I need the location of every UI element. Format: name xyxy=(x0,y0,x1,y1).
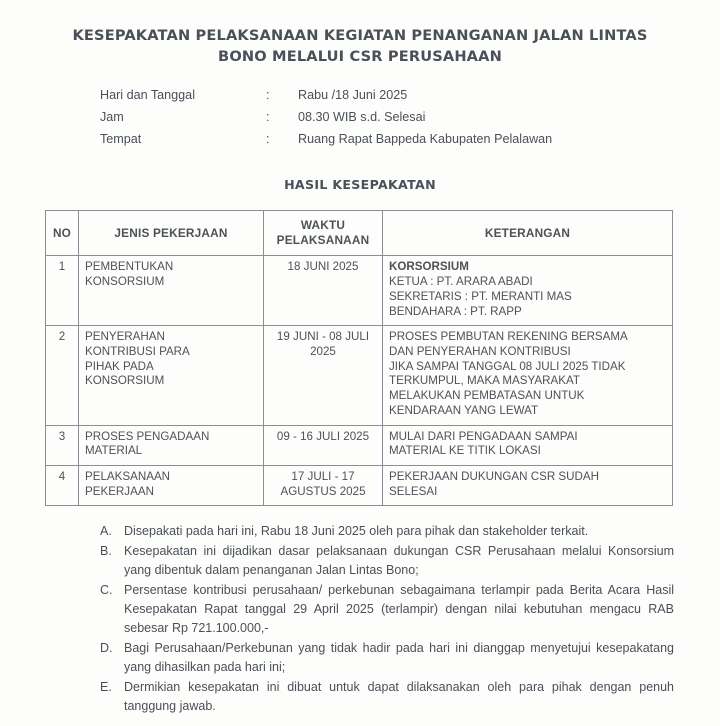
table-cell-description xyxy=(383,256,673,326)
meeting-detail-row xyxy=(100,89,720,111)
table-cell-time xyxy=(264,425,383,465)
table-cell-no: 1 xyxy=(46,256,79,326)
time-line: 09 - 16 JULI 2025 xyxy=(276,429,370,443)
table-cell-job xyxy=(79,466,264,506)
meeting-details xyxy=(0,89,720,155)
table-cell-description xyxy=(383,425,673,465)
table-row xyxy=(46,425,673,465)
job-line: PEKERJAAN xyxy=(85,484,154,498)
table-body xyxy=(46,256,673,506)
table-header-description: KETERANGAN xyxy=(383,211,673,256)
description-line: JIKA SAMPAI TANGGAL 08 JULI 2025 TIDAK xyxy=(389,359,626,373)
table-header-time xyxy=(264,211,383,256)
meeting-detail-colon: : xyxy=(266,110,270,125)
point-letter: B. xyxy=(100,544,112,559)
time-line: AGUSTUS 2025 xyxy=(280,484,366,498)
job-line: MATERIAL xyxy=(85,444,143,458)
agreement-table-container xyxy=(45,210,672,506)
table-cell-job xyxy=(79,425,264,465)
document-title-line-2: BONO MELALUI CSR PERUSAHAAN xyxy=(218,47,502,65)
description-line: DAN PENYERAHAN KONTRIBUSI xyxy=(389,344,571,358)
job-line: KONSORSIUM xyxy=(85,374,165,388)
table-row xyxy=(46,326,673,425)
table-cell-no: 2 xyxy=(46,326,79,425)
description-line: SELESAI xyxy=(389,484,438,498)
point-letter: E. xyxy=(100,680,112,695)
description-line: TERKUMPUL, MAKA MASYARAKAT xyxy=(389,374,580,388)
point-letter: A. xyxy=(100,524,112,539)
agreement-point xyxy=(100,522,674,541)
table-header-row xyxy=(46,211,673,256)
point-text: Bagi Perusahaan/Perkebunan yang tidak hadir pada hari ini dianggap menyetujui kesepakatang yang dihasilkan pada hari ini; xyxy=(124,641,674,675)
description-line: PEKERJAAN DUKUNGAN CSR SUDAH xyxy=(389,470,600,483)
description-line: KENDARAAN YANG LEWAT xyxy=(389,403,539,417)
point-letter: C. xyxy=(100,583,113,598)
time-line: 17 JULI - 17 xyxy=(291,470,355,483)
meeting-detail-value: Ruang Rapat Bappeda Kabupaten Pelalawan xyxy=(298,132,553,147)
table-header-job: JENIS PEKERJAAN xyxy=(79,211,264,256)
description-line: KETUA : PT. ARARA ABADI xyxy=(389,275,533,289)
description-line: PROSES PEMBUTAN REKENING BERSAMA xyxy=(389,330,628,344)
table-header-no: NO xyxy=(46,211,79,256)
meeting-detail-value: Rabu /18 Juni 2025 xyxy=(298,88,408,103)
point-letter: D. xyxy=(100,641,113,656)
table-cell-description xyxy=(383,326,673,425)
meeting-detail-row xyxy=(100,111,720,133)
description-line: MULAI DARI PENGADAAN SAMPAI xyxy=(389,429,578,443)
table-header xyxy=(46,211,673,256)
agreement-table xyxy=(45,210,673,506)
meeting-detail-row xyxy=(100,133,720,155)
job-line: PROSES PENGADAAN xyxy=(85,429,210,443)
time-line: 19 JUNI - 08 JULI xyxy=(276,330,370,344)
table-cell-time xyxy=(264,326,383,425)
table-header-time-line-1: WAKTU xyxy=(300,218,346,233)
description-line: MATERIAL KE TITIK LOKASI xyxy=(389,444,541,458)
job-line: KONSORSIUM xyxy=(85,275,165,289)
table-cell-job xyxy=(79,256,264,326)
table-cell-time xyxy=(264,256,383,326)
description-heading: KORSORSIUM xyxy=(389,260,469,274)
table-header-time-line-2: PELAKSANAAN xyxy=(276,233,370,248)
meeting-detail-label: Hari dan Tanggal xyxy=(100,88,195,103)
agreement-point xyxy=(100,639,674,677)
point-text: Disepakati pada hari ini, Rabu 18 Juni 2025 oleh para pihak dan stakeholder terkait. xyxy=(124,524,589,539)
agreement-point xyxy=(100,542,674,580)
point-text: Dermikian kesepakatan ini dibuat untuk dapat dilaksanakan oleh para pihak dengan penuh tanggung jawab. xyxy=(124,680,674,714)
meeting-detail-colon: : xyxy=(266,132,270,147)
agreement-points-list xyxy=(0,522,720,716)
time-line: 18 JUNI 2025 xyxy=(287,260,359,274)
table-cell-no: 3 xyxy=(46,425,79,465)
description-line: SEKRETARIS : PT. MERANTI MAS xyxy=(389,289,572,303)
meeting-detail-label: Jam xyxy=(100,110,124,125)
meeting-detail-value: 08.30 WIB s.d. Selesai xyxy=(298,110,426,125)
section-heading: HASIL KESEPAKATAN xyxy=(284,177,436,193)
table-cell-job xyxy=(79,326,264,425)
document-title xyxy=(0,0,720,67)
meeting-detail-label: Tempat xyxy=(100,132,142,147)
job-line: PEMBENTUKAN xyxy=(85,260,174,274)
time-line: 2025 xyxy=(310,344,336,358)
job-line: PELAKSANAAN xyxy=(85,470,171,483)
job-line: PIHAK PADA xyxy=(85,359,154,373)
table-cell-description xyxy=(383,466,673,506)
job-line: KONTRIBUSI PARA xyxy=(85,344,190,358)
description-line: BENDAHARA : PT. RAPP xyxy=(389,304,522,318)
table-row xyxy=(46,256,673,326)
table-row xyxy=(46,466,673,506)
document-title-line-1: KESEPAKATAN PELAKSANAAN KEGIATAN PENANGANAN JALAN LINTAS xyxy=(72,27,648,44)
agreement-point xyxy=(100,581,674,638)
job-line: PENYERAHAN xyxy=(85,330,165,344)
description-line: MELAKUKAN PEMBATASAN UNTUK xyxy=(389,389,585,403)
point-text: Persentase kontribusi perusahaan/ perkebunan sebagaimana terlampir pada Berita Acara Hasil Kesepakatan Rapat tanggal 29 April 2025 (terlampir) dengan nilai kebutuhan mengacu RAB sebesar Rp 721.100.000,- xyxy=(124,583,674,636)
point-text: Kesepakatan ini dijadikan dasar pelaksanaan dukungan CSR Perusahaan melalui Konsorsium yang dibentuk dalam penanganan Jalan Lintas Bono; xyxy=(124,544,674,578)
meeting-detail-colon: : xyxy=(266,88,270,103)
agreement-point xyxy=(100,678,674,716)
table-cell-no: 4 xyxy=(46,466,79,506)
table-cell-time xyxy=(264,466,383,506)
